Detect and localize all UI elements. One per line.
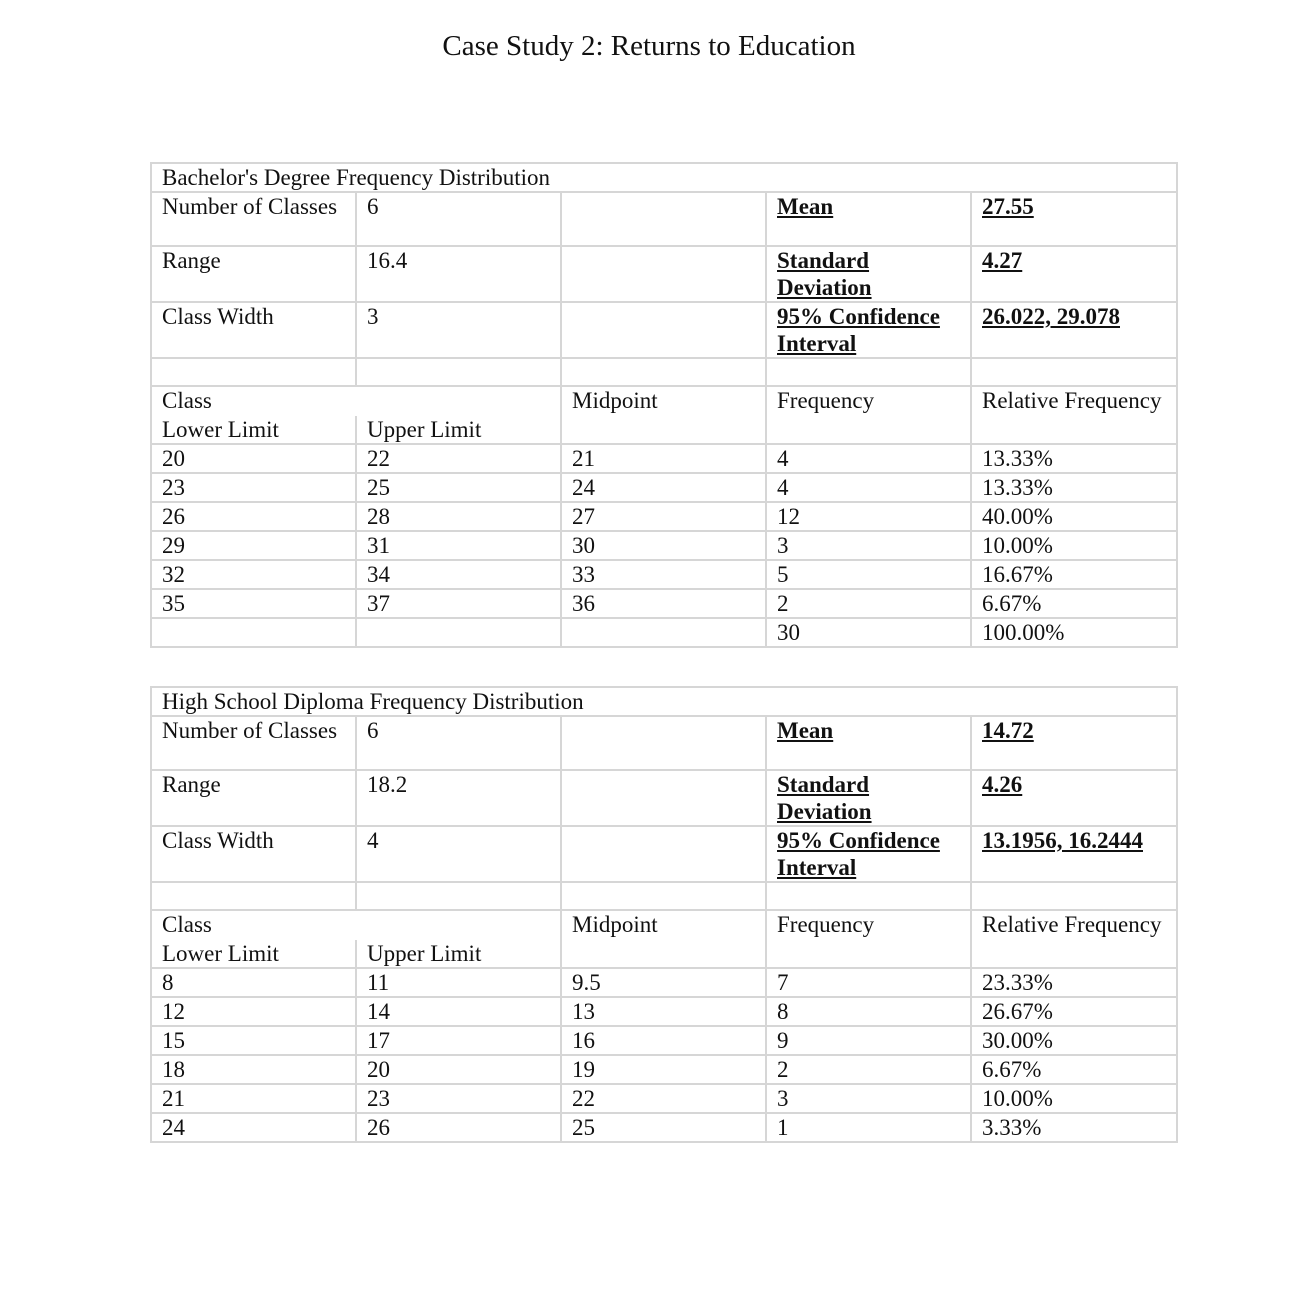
cell-frequency: 4: [766, 444, 971, 473]
cell-lower: 24: [151, 1113, 356, 1142]
cell-frequency: 9: [766, 1026, 971, 1055]
cell-midpoint: 30: [561, 531, 766, 560]
cell-upper: 37: [356, 589, 561, 618]
table-row: [151, 560, 1177, 589]
empty-cell: [561, 358, 766, 386]
page-title: Case Study 2: Returns to Education: [442, 30, 856, 62]
cell-frequency: 2: [766, 589, 971, 618]
cell-upper: 22: [356, 444, 561, 473]
bachelor-frequency-table: [150, 162, 1178, 648]
header-frequency: Frequency: [766, 386, 971, 444]
label-range: Range: [151, 770, 356, 826]
cell-relative-frequency: 3.33%: [971, 1113, 1177, 1142]
header-relative-frequency: Relative Frequency: [971, 910, 1177, 968]
cell-upper: 11: [356, 968, 561, 997]
empty-cell: [971, 358, 1177, 386]
cell-lower: 12: [151, 997, 356, 1026]
empty-cell: [766, 358, 971, 386]
value-class-width: 3: [356, 302, 561, 358]
cell-frequency: 4: [766, 473, 971, 502]
cell-frequency: 1: [766, 1113, 971, 1142]
cell-lower: 15: [151, 1026, 356, 1055]
header-class: Class: [151, 386, 356, 415]
empty-cell: [356, 910, 561, 939]
label-number-of-classes: Number of Classes: [151, 192, 356, 246]
cell-lower: 23: [151, 473, 356, 502]
cell-lower: 35: [151, 589, 356, 618]
cell-midpoint: 33: [561, 560, 766, 589]
value-confidence-interval: 26.022, 29.078: [971, 302, 1177, 358]
cell-frequency: 8: [766, 997, 971, 1026]
empty-cell: [356, 882, 561, 910]
header-frequency: Frequency: [766, 910, 971, 968]
empty-cell: [356, 358, 561, 386]
cell-relative-frequency: 13.33%: [971, 444, 1177, 473]
label-number-of-classes: Number of Classes: [151, 716, 356, 770]
cell-relative-frequency: 10.00%: [971, 531, 1177, 560]
empty-cell: [151, 618, 356, 647]
cell-total-frequency: 30: [766, 618, 971, 647]
empty-cell: [561, 618, 766, 647]
cell-lower: 8: [151, 968, 356, 997]
cell-total-relative-frequency: 100.00%: [971, 618, 1177, 647]
cell-upper: 20: [356, 1055, 561, 1084]
cell-midpoint: 22: [561, 1084, 766, 1113]
empty-cell: [561, 882, 766, 910]
empty-cell: [561, 716, 766, 770]
empty-cell: [561, 302, 766, 358]
cell-frequency: 3: [766, 531, 971, 560]
value-number-of-classes: 6: [356, 192, 561, 246]
label-confidence-interval: 95% Confidence Interval: [766, 826, 971, 882]
value-standard-deviation: 4.27: [971, 246, 1177, 302]
empty-cell: [356, 386, 561, 415]
cell-frequency: 5: [766, 560, 971, 589]
cell-frequency: 7: [766, 968, 971, 997]
cell-lower: 21: [151, 1084, 356, 1113]
cell-midpoint: 16: [561, 1026, 766, 1055]
cell-relative-frequency: 30.00%: [971, 1026, 1177, 1055]
cell-upper: 25: [356, 473, 561, 502]
empty-cell: [561, 246, 766, 302]
table-row: [151, 473, 1177, 502]
label-mean: Mean: [766, 192, 971, 246]
label-confidence-interval: 95% Confidence Interval: [766, 302, 971, 358]
cell-midpoint: 24: [561, 473, 766, 502]
cell-upper: 23: [356, 1084, 561, 1113]
cell-relative-frequency: 26.67%: [971, 997, 1177, 1026]
empty-cell: [971, 882, 1177, 910]
value-range: 16.4: [356, 246, 561, 302]
cell-midpoint: 36: [561, 589, 766, 618]
label-mean: Mean: [766, 716, 971, 770]
empty-cell: [561, 770, 766, 826]
table-row: [151, 444, 1177, 473]
cell-upper: 34: [356, 560, 561, 589]
label-standard-deviation: Standard Deviation: [766, 246, 971, 302]
cell-frequency: 2: [766, 1055, 971, 1084]
table-row: [151, 1084, 1177, 1113]
label-class-width: Class Width: [151, 826, 356, 882]
cell-relative-frequency: 13.33%: [971, 473, 1177, 502]
header-midpoint: Midpoint: [561, 910, 766, 968]
table-row: [151, 589, 1177, 618]
cell-upper: 28: [356, 502, 561, 531]
table-row: [151, 1113, 1177, 1142]
cell-relative-frequency: 40.00%: [971, 502, 1177, 531]
cell-lower: 29: [151, 531, 356, 560]
label-class-width: Class Width: [151, 302, 356, 358]
value-mean: 27.55: [971, 192, 1177, 246]
label-standard-deviation: Standard Deviation: [766, 770, 971, 826]
empty-cell: [356, 618, 561, 647]
value-mean: 14.72: [971, 716, 1177, 770]
table-row: [151, 968, 1177, 997]
cell-relative-frequency: 6.67%: [971, 1055, 1177, 1084]
cell-lower: 32: [151, 560, 356, 589]
cell-lower: 20: [151, 444, 356, 473]
cell-midpoint: 25: [561, 1113, 766, 1142]
cell-upper: 17: [356, 1026, 561, 1055]
table-caption: Bachelor's Degree Frequency Distribution: [151, 163, 1177, 192]
value-confidence-interval: 13.1956, 16.2444: [971, 826, 1177, 882]
cell-relative-frequency: 6.67%: [971, 589, 1177, 618]
value-standard-deviation: 4.26: [971, 770, 1177, 826]
header-upper-limit: Upper Limit: [356, 939, 561, 968]
cell-relative-frequency: 10.00%: [971, 1084, 1177, 1113]
empty-cell: [561, 826, 766, 882]
cell-upper: 31: [356, 531, 561, 560]
cell-upper: 14: [356, 997, 561, 1026]
value-range: 18.2: [356, 770, 561, 826]
cell-midpoint: 21: [561, 444, 766, 473]
empty-cell: [151, 358, 356, 386]
table-row: [151, 1055, 1177, 1084]
empty-cell: [151, 882, 356, 910]
cell-lower: 26: [151, 502, 356, 531]
cell-midpoint: 27: [561, 502, 766, 531]
cell-relative-frequency: 23.33%: [971, 968, 1177, 997]
table-row-total: [151, 618, 1177, 647]
cell-lower: 18: [151, 1055, 356, 1084]
table-row: [151, 997, 1177, 1026]
cell-upper: 26: [356, 1113, 561, 1142]
table-row: [151, 531, 1177, 560]
cell-frequency: 3: [766, 1084, 971, 1113]
empty-cell: [561, 192, 766, 246]
value-number-of-classes: 6: [356, 716, 561, 770]
highschool-frequency-table: [150, 686, 1178, 1143]
empty-cell: [766, 882, 971, 910]
header-upper-limit: Upper Limit: [356, 415, 561, 444]
table-row: [151, 502, 1177, 531]
header-lower-limit: Lower Limit: [151, 939, 356, 968]
cell-frequency: 12: [766, 502, 971, 531]
cell-midpoint: 19: [561, 1055, 766, 1084]
cell-midpoint: 9.5: [561, 968, 766, 997]
header-lower-limit: Lower Limit: [151, 415, 356, 444]
table-caption: High School Diploma Frequency Distribution: [151, 687, 1177, 716]
cell-midpoint: 13: [561, 997, 766, 1026]
header-relative-frequency: Relative Frequency: [971, 386, 1177, 444]
header-class: Class: [151, 910, 356, 939]
label-range: Range: [151, 246, 356, 302]
cell-relative-frequency: 16.67%: [971, 560, 1177, 589]
value-class-width: 4: [356, 826, 561, 882]
table-row: [151, 1026, 1177, 1055]
header-midpoint: Midpoint: [561, 386, 766, 444]
